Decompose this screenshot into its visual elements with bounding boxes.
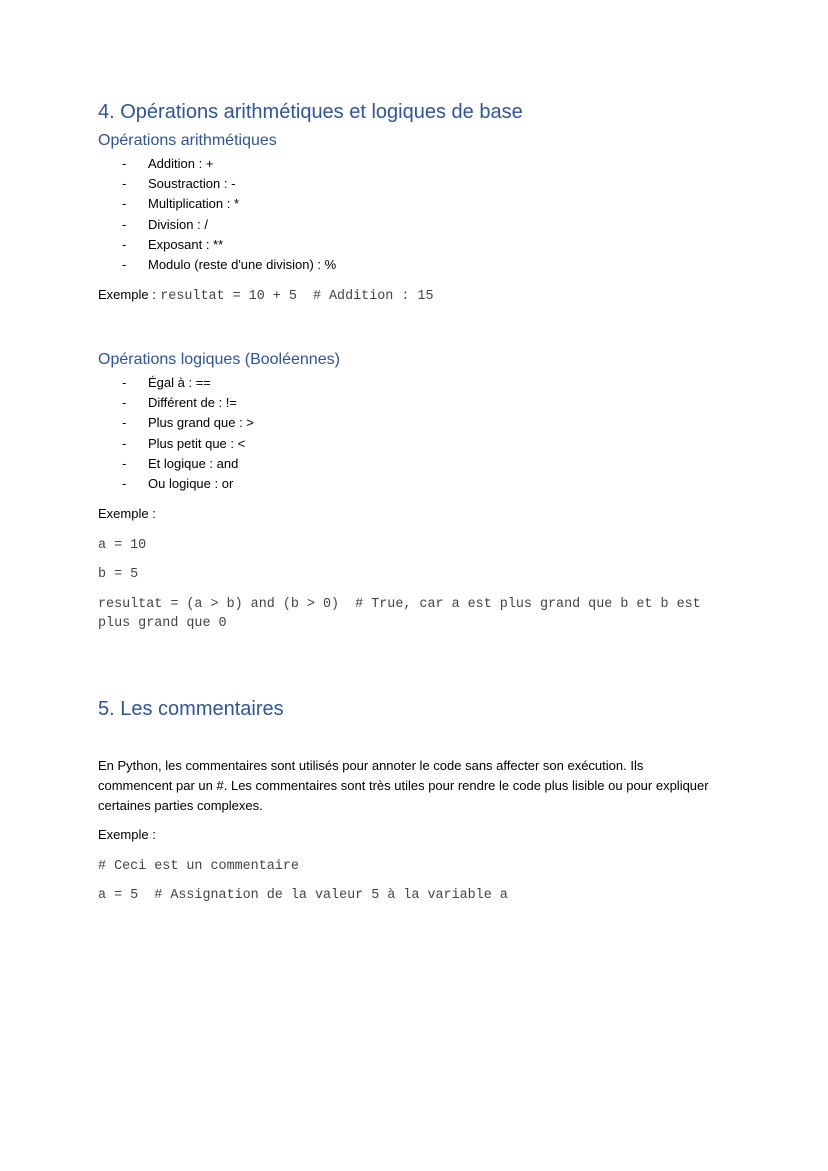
code-line: a = 10 <box>98 538 147 553</box>
code-snippet: resultat = 10 + 5 # Addition : 15 <box>160 289 434 304</box>
section-4-title: 4. Opérations arithmétiques et logiques de base <box>98 101 523 123</box>
dash-bullet: - <box>122 257 127 273</box>
logic-list <box>98 373 254 494</box>
dash-bullet: - <box>122 156 127 171</box>
dash-bullet: - <box>122 375 127 390</box>
comment-example-label: Exemple : <box>98 827 156 842</box>
list-item: - Modulo (reste d'une division) : % <box>98 255 336 275</box>
list-item: - Exposant : ** <box>98 235 336 255</box>
code-line: # Ceci est un commentaire <box>98 859 299 874</box>
arith-example <box>98 286 433 306</box>
list-item: - Ou logique : or <box>98 474 254 494</box>
logic-example-label: Exemple : <box>98 506 156 521</box>
dash-bullet: - <box>122 176 127 192</box>
list-item: - Division : / <box>98 215 336 235</box>
dash-bullet: - <box>122 236 127 252</box>
dash-bullet: - <box>122 476 127 492</box>
body-paragraph: En Python, les commentaires sont utilisés pour annoter le code sans affecter son exécution. Ils commencent par un #. Les commentaires sont très utiles pour rendre le code plus lisible ou pour expliquer certaines parties complexes. <box>98 758 709 813</box>
list-item: - Plus grand que : > <box>98 413 254 433</box>
code-line: b = 5 <box>98 567 139 582</box>
arith-heading: Opérations arithmétiques <box>98 132 277 149</box>
list-item: - Égal à : == <box>98 373 254 393</box>
list-item: - Multiplication : * <box>98 194 336 214</box>
list-item: - Addition : + <box>98 154 336 174</box>
section-5-title: 5. Les commentaires <box>98 698 284 720</box>
dash-bullet: - <box>122 435 127 451</box>
list-item: - Et logique : and <box>98 454 254 474</box>
logic-heading: Opérations logiques (Booléennes) <box>98 351 340 368</box>
code-line: a = 5 # Assignation de la valeur 5 à la variable a <box>98 888 508 903</box>
dash-bullet: - <box>122 196 127 212</box>
example-label: Exemple : <box>98 287 156 302</box>
dash-bullet: - <box>122 216 127 232</box>
arith-list <box>98 154 336 275</box>
dash-bullet: - <box>122 455 127 471</box>
list-item: - Soustraction : - <box>98 174 336 194</box>
dash-bullet: - <box>122 415 127 431</box>
list-item: - Différent de : != <box>98 393 254 413</box>
dash-bullet: - <box>122 395 127 411</box>
code-line: resultat = (a > b) and (b > 0) # True, car a est plus grand que b et b est plus grand que 0 <box>98 597 709 631</box>
list-item: - Plus petit que : < <box>98 434 254 454</box>
